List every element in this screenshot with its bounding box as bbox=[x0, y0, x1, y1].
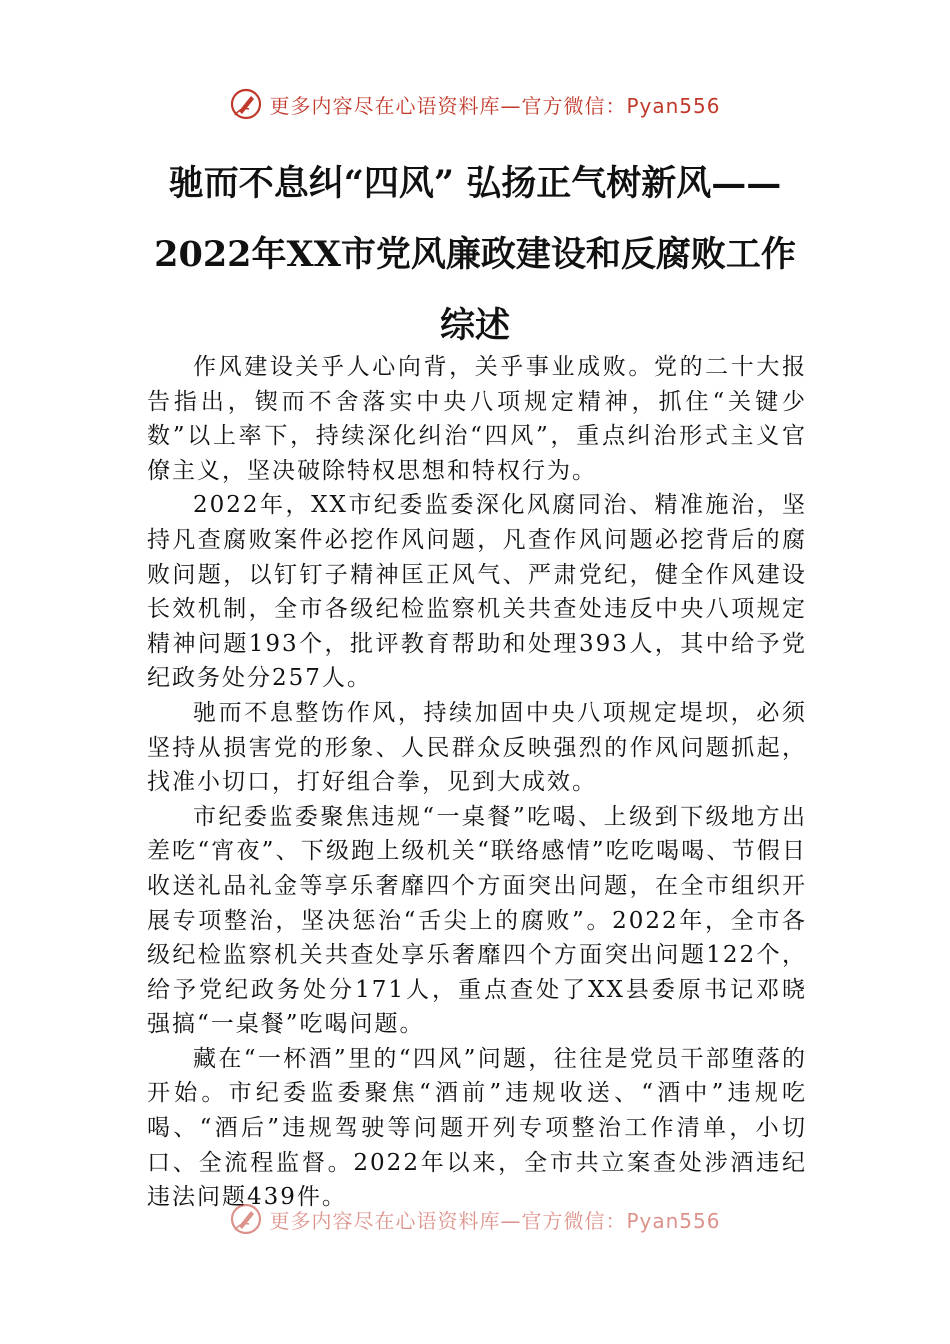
footer-watermark bbox=[0, 1204, 950, 1234]
paragraph-3: 驰而不息整饬作风，持续加固中央八项规定堤坝，必须坚持从损害党的形象、人民群众反映强烈的作风问题抓起，找准小切口，打好组合拳，见到大成效。 bbox=[147, 699, 807, 796]
paragraph-2: 2022年，XX市纪委监委深化风腐同治、精准施治，坚持凡查腐败案件必挖作风问题，凡查作风问题必挖背后的腐败问题，以钉钉子精神匡正风气、严肃党纪，健全作风建设长效机制，全市各级纪检监察机关共查处违反中央八项规定精神问题193个，批评教育帮助和处理393人，其中给予党纪政务处分257人。 bbox=[147, 492, 807, 692]
paragraph-4: 市纪委监委聚焦违规“一桌餐”吃喝、上级到下级地方出差吃“宵夜”、下级跑上级机关“联络感情”吃吃喝喝、节假日收送礼品礼金等享乐奢靡四个方面突出问题，在全市组织开展专项整治，坚决惩治“舌尖上的腐败”。2022年，全市各级纪检监察机关共查处享乐奢靡四个方面突出问题122个，给予党纪政务处分171人，重点查处了XX县委原书记邓晓强搞“一桌餐”吃喝问题。 bbox=[147, 803, 807, 1038]
document-body bbox=[147, 350, 807, 1215]
header-watermark bbox=[0, 84, 950, 124]
paragraph-1: 作风建设关乎人心向背，关乎事业成败。党的二十大报告指出，锲而不舍落实中央八项规定精神，抓住“关键少数”以上率下，持续深化纠治“四风”，重点纠治形式主义官僚主义，坚决破除特权思想和特权行为。 bbox=[147, 354, 807, 484]
watermark-text: 更多内容尽在心语资料库—官方微信：Pyan556 bbox=[269, 1208, 721, 1233]
paragraph-5: 藏在“一杯酒”里的“四风”问题，往往是党员干部堕落的开始。市纪委监委聚焦“酒前”违规收送、“酒中”违规吃喝、“酒后”违规驾驶等问题开列专项整治工作清单，小切口、全流程监督。2022年以来，全市共立案查处涉酒违纪违法问题439件。 bbox=[147, 1045, 807, 1211]
pen-nib-logo-icon bbox=[229, 87, 263, 121]
document-title: 驰而不息纠“四风” 弘扬正气树新风——2022年XX市党风廉政建设和反腐败工作综述 bbox=[154, 163, 796, 346]
watermark-text: 更多内容尽在心语资料库—官方微信：Pyan556 bbox=[269, 93, 721, 118]
pen-nib-logo-icon bbox=[229, 1204, 263, 1234]
